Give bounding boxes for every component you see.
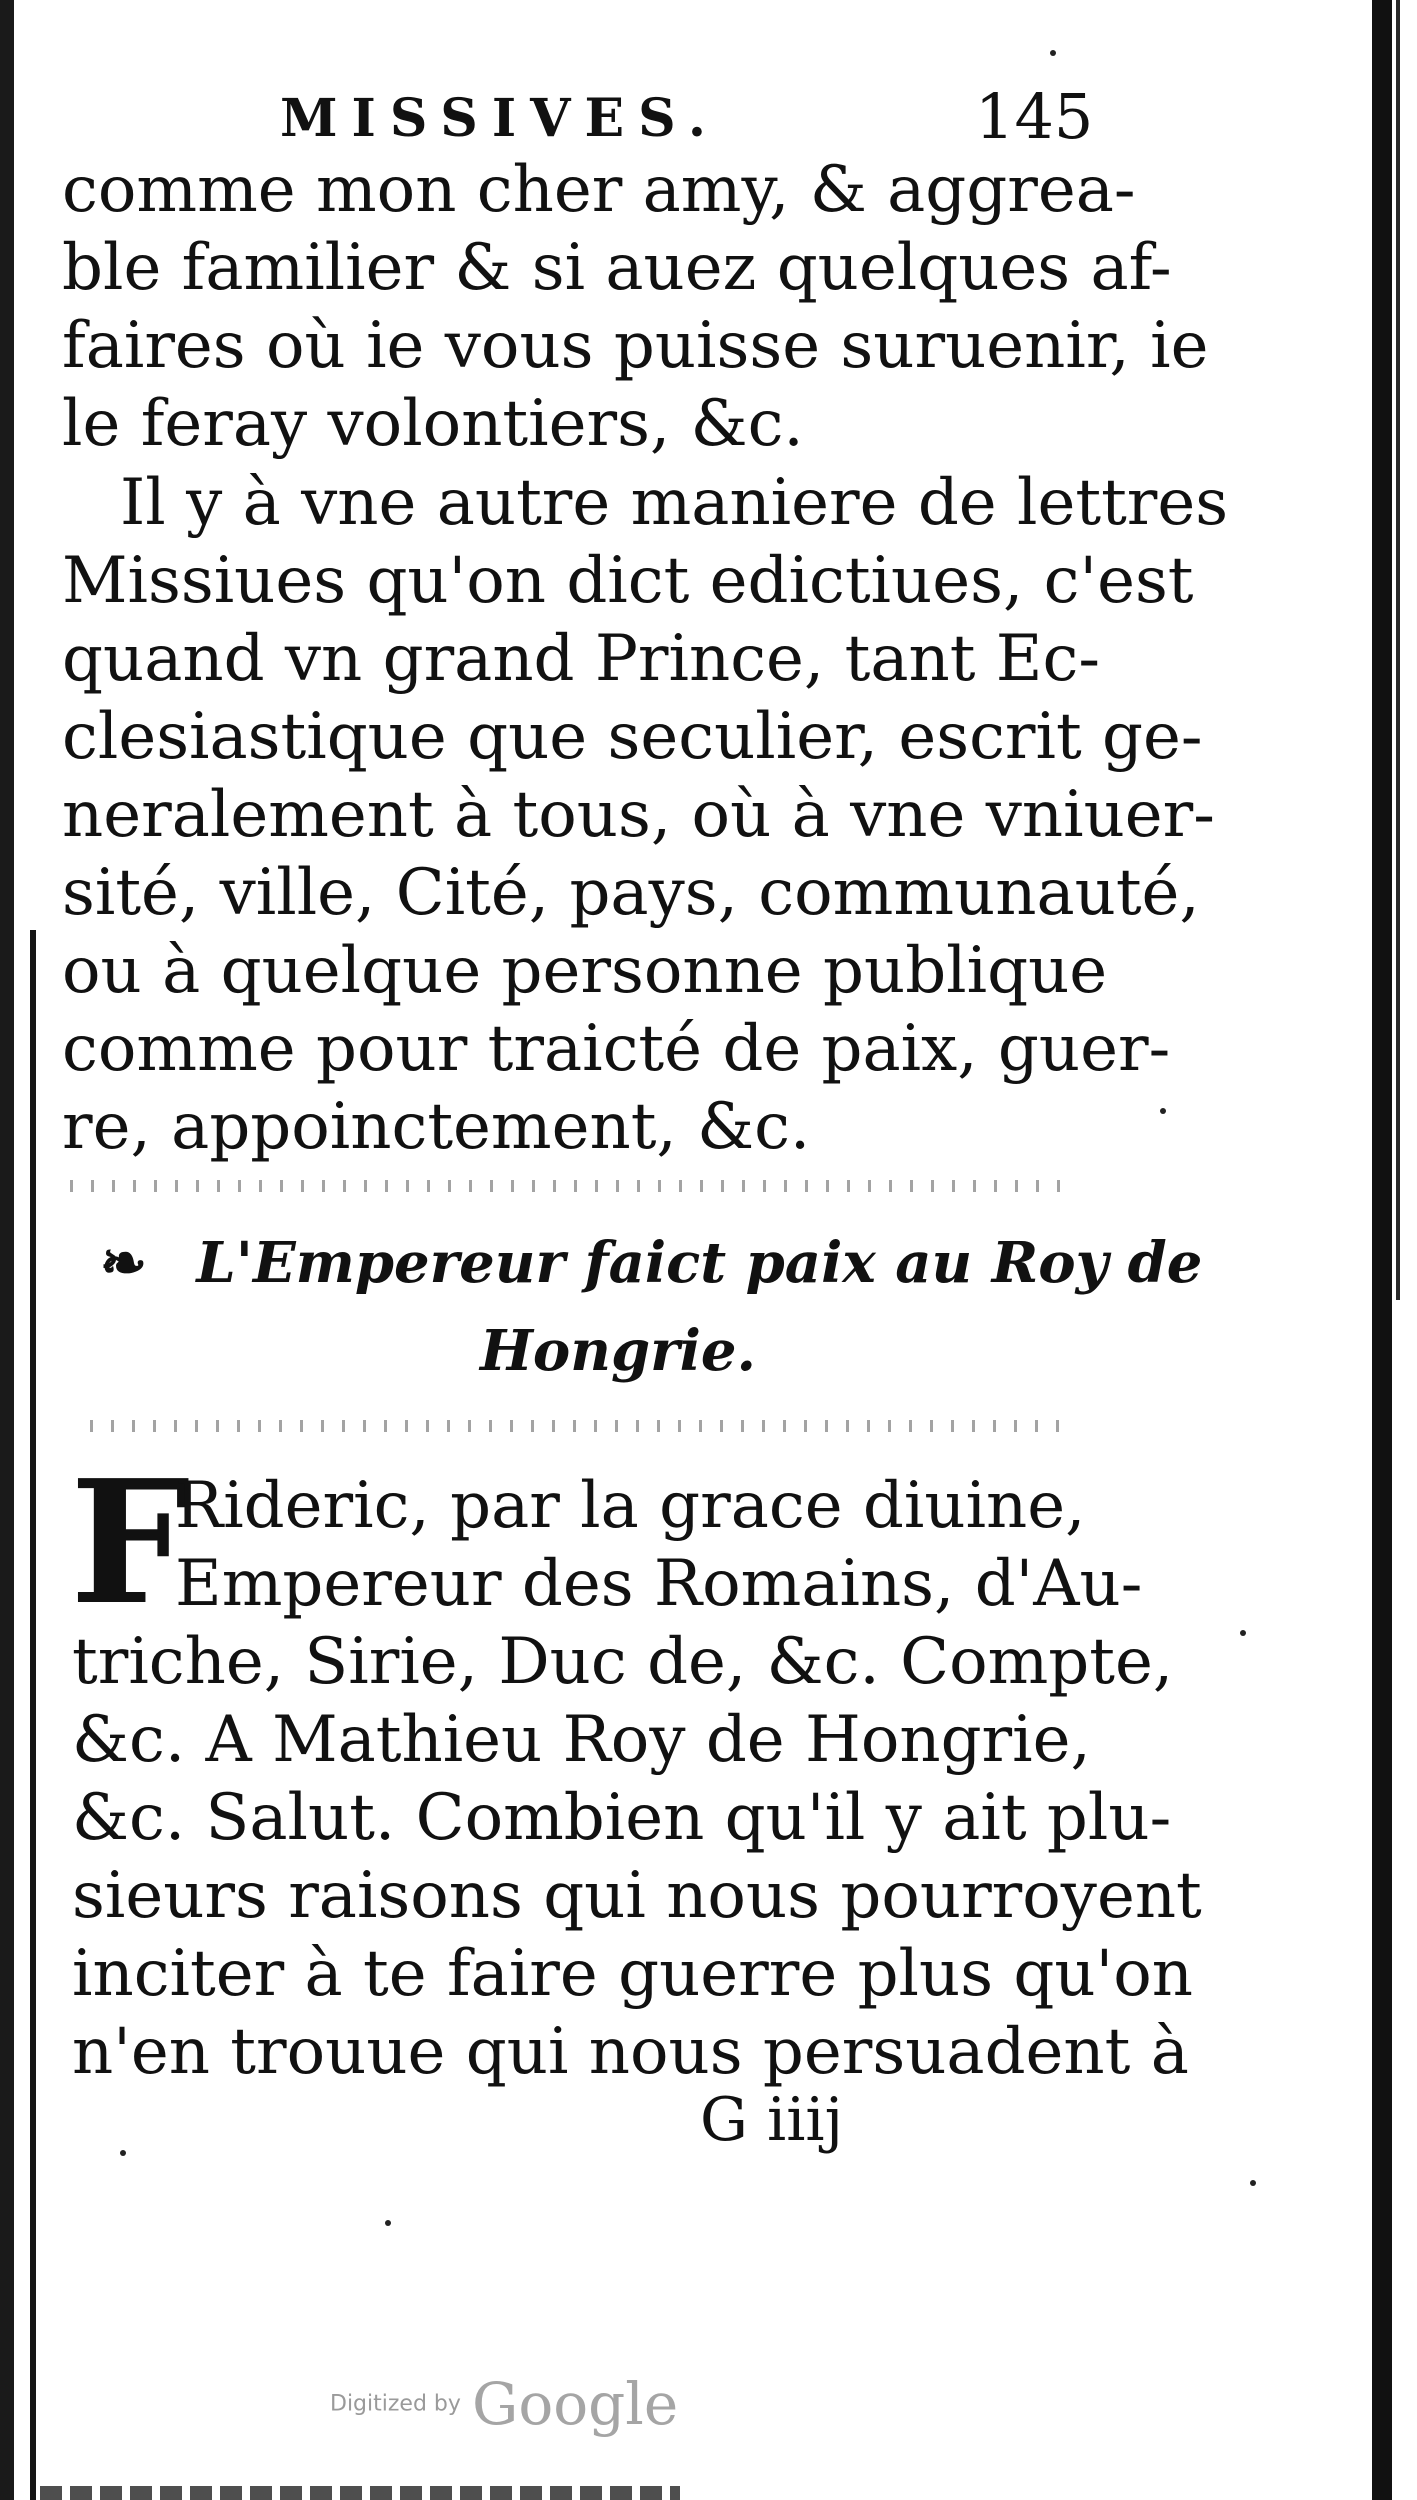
text-line: n'en trouue qui nous persuadent à: [72, 2015, 1189, 2089]
scan-noise: [70, 1180, 1070, 1192]
scan-noise: [90, 1420, 1070, 1432]
watermark-prefix: Digitized by: [330, 2391, 461, 2417]
text-line: Missiues qu'on dict edictiues, c'est: [62, 544, 1194, 618]
text-line: ble familier & si auez quelques af-: [62, 231, 1172, 305]
running-title: MISSIVES.: [280, 88, 720, 149]
google-logo: Google: [472, 2370, 679, 2438]
text-line: clesiastique que seculier, escrit ge-: [62, 700, 1203, 774]
text-line: &c. A Mathieu Roy de Hongrie,: [72, 1703, 1091, 1777]
scan-speck: [385, 2220, 391, 2226]
text-line: le feray volontiers, &c.: [62, 387, 804, 461]
text-line: sieurs raisons qui nous pourroyent: [72, 1859, 1202, 1933]
signature-mark: G iiij: [700, 2085, 844, 2155]
page-number: 145: [975, 80, 1094, 153]
fleuron-icon: ❧: [100, 1230, 147, 1296]
scan-speck: [1160, 1108, 1166, 1114]
text-line: &c. Salut. Combien qu'il y ait plu-: [72, 1781, 1172, 1855]
text-line: sité, ville, Cité, pays, communauté,: [62, 856, 1200, 930]
text-line: Il y à vne autre maniere de lettres: [120, 466, 1229, 540]
text-line: Empereur des Romains, d'Au-: [175, 1547, 1143, 1621]
text-line: re, appoinctement, &c.: [62, 1090, 811, 1164]
digitized-watermark: [330, 2370, 679, 2438]
drop-cap: F: [70, 1443, 191, 1643]
section-heading-line-2: Hongrie.: [480, 1318, 757, 1384]
text-line: ou à quelque personne publique: [62, 934, 1108, 1008]
section-heading: [100, 1230, 1203, 1296]
bleed-through-strip: [40, 2486, 680, 2500]
text-line: neralement à tous, où à vne vniuer-: [62, 778, 1215, 852]
page-gutter-shadow: [30, 930, 36, 2500]
page-right-edge: [1372, 0, 1392, 2500]
section-heading-line-1: L'Empereur faict paix au Roy de: [196, 1230, 1203, 1296]
scan-speck: [1050, 50, 1056, 56]
page-left-edge: [0, 0, 14, 2500]
text-line: triche, Sirie, Duc de, &c. Compte,: [72, 1625, 1174, 1699]
text-line: comme mon cher amy, & aggrea-: [62, 153, 1136, 227]
text-line: quand vn grand Prince, tant Ec-: [62, 622, 1100, 696]
scan-speck: [1240, 1630, 1246, 1636]
text-line: comme pour traicté de paix, guer-: [62, 1012, 1171, 1086]
text-line: faires où ie vous puisse suruenir, ie: [62, 309, 1209, 383]
page-right-edge-thin: [1396, 0, 1400, 1300]
scan-speck: [120, 2150, 126, 2156]
text-line: Rideric, par la grace diuine,: [175, 1469, 1086, 1543]
scan-speck: [1250, 2180, 1256, 2186]
text-line: inciter à te faire guerre plus qu'on: [72, 1937, 1193, 2011]
